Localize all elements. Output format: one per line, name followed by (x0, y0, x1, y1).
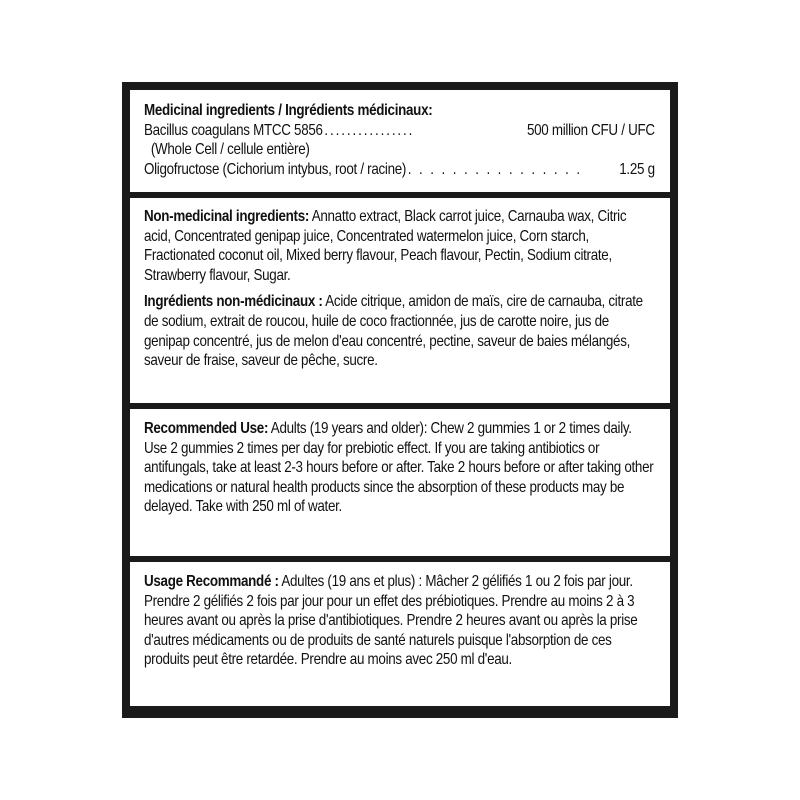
medicinal-ingredients-panel (130, 90, 670, 192)
leader-dots: . . . . . . . . . . . . . . . . (407, 160, 582, 178)
ingredient-amount: 500 million CFU / UFC (526, 121, 655, 139)
recommended-use-body: Adults (19 years and older): Chew 2 gummies 1 or 2 times daily. Use 2 gummies 2 times per day for prebiotic effect. If you are taking antibiotics or antifungals, take at least 2-3 hours before or after. Take 2 hours before or after taking other medications or natural health products since the absorption of these products may be delayed. Take with 250 ml of water. (144, 420, 654, 516)
usage-recommande-content (144, 572, 655, 670)
non-medicinal-en-text: Annatto extract, Black carrot juice, Carnauba wax, Citric acid, Concentrated genipap juice, Concentrated watermelon juice, Corn starch, Fractionated coconut oil, Mixed berry flavour, Peach flavour, Pectin, Sodium citrate, Strawberry flavour, Sugar. (144, 208, 627, 284)
ingredient-name: Oligofructose (Cichorium intybus, root / racine) (144, 160, 407, 178)
medicinal-content (144, 101, 655, 179)
non-medicinal-fr-label: Ingrédients non-médicinaux : (144, 293, 323, 311)
non-medicinal-content (144, 207, 655, 371)
usage-recommande-label: Usage Recommandé : (144, 573, 279, 590)
ingredient-name: Bacillus coagulans MTCC 5856 (144, 121, 323, 139)
leader-dots: ................ (324, 121, 415, 139)
ingredient-row (144, 121, 655, 141)
ingredient-note: (Whole Cell / cellule entière) (150, 141, 310, 159)
non-medicinal-en-label: Non-medicinal ingredients: (144, 208, 310, 225)
recommended-use-panel (130, 409, 670, 556)
recommended-use-content (144, 419, 655, 517)
non-medicinal-fr-text: Acide citrique, amidon de maïs, cire de carnauba, citrate de sodium, extrait de roucou, huile de coco fractionnée, jus de carotte noire, jus de genipap concentré, jus de melon d'eau concentré, pectine, saveur de baies mélangés, saveur de fraise, saveur de pêche, sucre. (144, 293, 643, 370)
ingredient-amount: 1.25 g (619, 160, 655, 178)
usage-recommande-text (144, 572, 655, 670)
recommended-use-label: Recommended Use: (144, 420, 269, 437)
non-medicinal-ingredients-panel (130, 198, 670, 403)
usage-recommande-body: Adultes (19 ans et plus) : Mâcher 2 gélifiés 1 ou 2 fois par jour. Prendre 2 gélifiés 2 fois par jour pour un effet des prébiotiques. Prendre au moins 2 à 3 heures avant ou après la prise d'antibiotiques. Prendre 2 heures avant ou après la prise d'autres médicaments ou de produits de santé naturels puisque l'absorption de ces produits peut être retardée. Prendre au moins avec 250 ml d'eau. (144, 573, 638, 669)
ingredient-row (144, 160, 655, 180)
non-medicinal-fr (144, 292, 655, 370)
recommended-use-text (144, 419, 655, 517)
label-frame (122, 82, 678, 718)
non-medicinal-en (144, 207, 655, 285)
usage-recommande-panel (130, 562, 670, 706)
medicinal-heading: Medicinal ingredients / Ingrédients médicinaux: (144, 102, 433, 119)
